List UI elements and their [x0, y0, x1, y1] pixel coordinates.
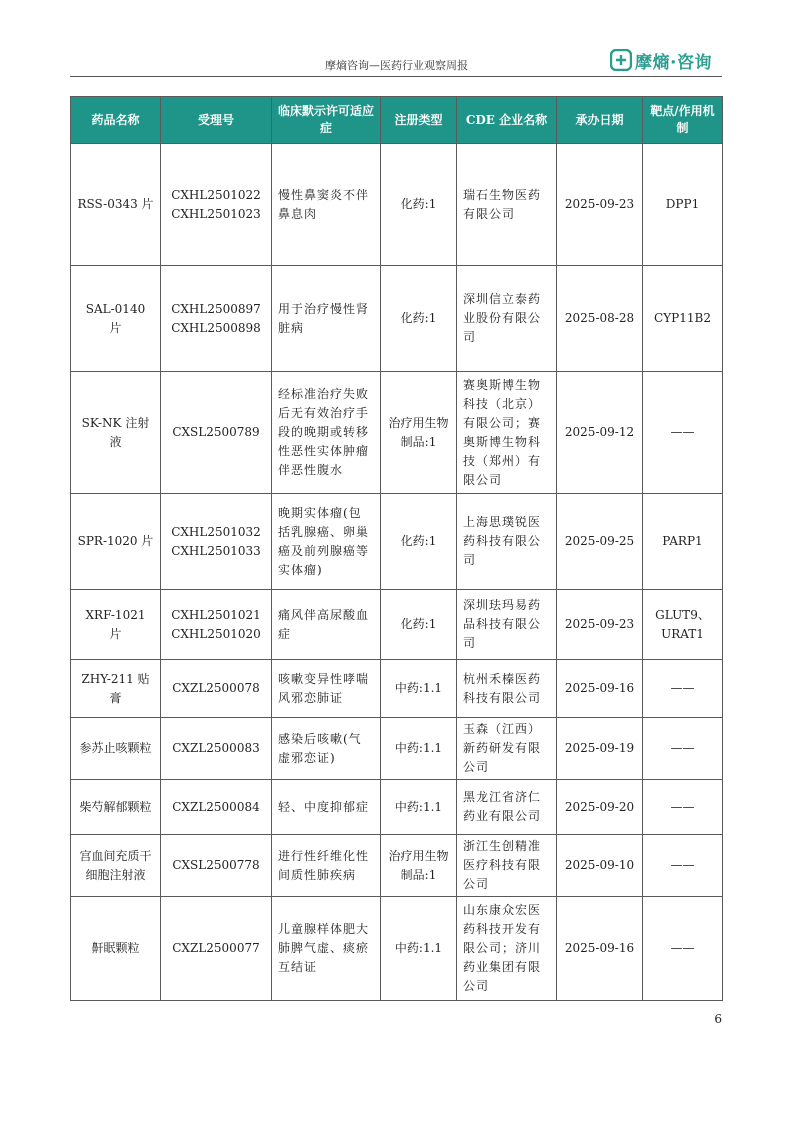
company-cell: 赛奥斯博生物科技（北京）有限公司；赛奥斯博生物科技（郑州）有限公司 [457, 372, 557, 494]
company-cell: 玉森（江西）新药研发有限公司 [457, 718, 557, 780]
table-row [71, 718, 723, 780]
date-cell: 2025-08-28 [557, 266, 643, 372]
table-row [71, 780, 723, 835]
acceptance-number-cell: CXHL2501022 CXHL2501023 [161, 144, 272, 266]
target-cell: CYP11B2 [643, 266, 723, 372]
table-row [71, 494, 723, 590]
date-cell: 2025-09-16 [557, 897, 643, 1001]
drug-name-cell: 参苏止咳颗粒 [71, 718, 161, 780]
company-cell: 瑞石生物医药有限公司 [457, 144, 557, 266]
registration-type-cell: 中药:1.1 [381, 660, 457, 718]
registration-type-cell: 治疗用生物制品:1 [381, 835, 457, 897]
company-cell: 山东康众宏医药科技开发有限公司；济川药业集团有限公司 [457, 897, 557, 1001]
company-cell: 黑龙江省济仁药业有限公司 [457, 780, 557, 835]
drug-name-cell: ZHY-211 贴膏 [71, 660, 161, 718]
registration-type-cell: 中药:1.1 [381, 897, 457, 1001]
date-cell: 2025-09-12 [557, 372, 643, 494]
indication-cell: 慢性鼻窦炎不伴鼻息肉 [272, 144, 381, 266]
target-cell: —— [643, 780, 723, 835]
table-row [71, 835, 723, 897]
column-header: 靶点/作用机制 [643, 97, 723, 144]
indication-cell: 咳嗽变异性哮喘风邪恋肺证 [272, 660, 381, 718]
column-header: 药品名称 [71, 97, 161, 144]
company-cell: 深圳信立泰药业股份有限公司 [457, 266, 557, 372]
acceptance-number-cell: CXZL2500077 [161, 897, 272, 1001]
date-cell: 2025-09-23 [557, 590, 643, 660]
target-cell: —— [643, 835, 723, 897]
registration-type-cell: 治疗用生物制品:1 [381, 372, 457, 494]
drug-name-cell: SK-NK 注射液 [71, 372, 161, 494]
company-cell: 深圳珐玛易药品科技有限公司 [457, 590, 557, 660]
column-header: CDE 企业名称 [457, 97, 557, 144]
registration-type-cell: 化药:1 [381, 266, 457, 372]
target-cell: GLUT9、 URAT1 [643, 590, 723, 660]
header-divider [70, 76, 722, 77]
indication-cell: 痛风伴高尿酸血症 [272, 590, 381, 660]
acceptance-number-cell: CXHL2501032 CXHL2501033 [161, 494, 272, 590]
date-cell: 2025-09-16 [557, 660, 643, 718]
company-cell: 上海思璞锐医药科技有限公司 [457, 494, 557, 590]
company-cell: 杭州禾榛医药科技有限公司 [457, 660, 557, 718]
drug-name-cell: 宫血间充质干细胞注射液 [71, 835, 161, 897]
indication-cell: 儿童腺样体肥大肺脾气虚、痰瘀互结证 [272, 897, 381, 1001]
indication-cell: 进行性纤维化性间质性肺疾病 [272, 835, 381, 897]
brand-logo [610, 46, 730, 74]
table-row [71, 266, 723, 372]
target-cell: DPP1 [643, 144, 723, 266]
table-row [71, 372, 723, 494]
target-cell: —— [643, 718, 723, 780]
column-header: 承办日期 [557, 97, 643, 144]
indication-cell: 经标准治疗失败后无有效治疗手段的晚期或转移性恶性实体肿瘤伴恶性腹水 [272, 372, 381, 494]
drug-name-cell: XRF-1021 片 [71, 590, 161, 660]
table-row [71, 897, 723, 1001]
registration-type-cell: 中药:1.1 [381, 780, 457, 835]
table-header-row [71, 97, 723, 144]
indication-cell: 晚期实体瘤(包括乳腺癌、卵巢癌及前列腺癌等实体瘤) [272, 494, 381, 590]
registration-type-cell: 化药:1 [381, 590, 457, 660]
table-row [71, 144, 723, 266]
indication-cell: 用于治疗慢性肾脏病 [272, 266, 381, 372]
drug-approval-table [70, 96, 723, 1001]
indication-cell: 轻、中度抑郁症 [272, 780, 381, 835]
acceptance-number-cell: CXZL2500083 [161, 718, 272, 780]
acceptance-number-cell: CXHL2501021 CXHL2501020 [161, 590, 272, 660]
drug-name-cell: RSS-0343 片 [71, 144, 161, 266]
date-cell: 2025-09-10 [557, 835, 643, 897]
column-header: 注册类型 [381, 97, 457, 144]
target-cell: —— [643, 897, 723, 1001]
date-cell: 2025-09-20 [557, 780, 643, 835]
date-cell: 2025-09-23 [557, 144, 643, 266]
table-row [71, 660, 723, 718]
indication-cell: 感染后咳嗽(气虚邪恋证) [272, 718, 381, 780]
drug-name-cell: SAL-0140 片 [71, 266, 161, 372]
column-header: 临床默示许可适应症 [272, 97, 381, 144]
registration-type-cell: 化药:1 [381, 144, 457, 266]
column-header: 受理号 [161, 97, 272, 144]
registration-type-cell: 化药:1 [381, 494, 457, 590]
logo-mark-icon [610, 49, 632, 71]
acceptance-number-cell: CXSL2500778 [161, 835, 272, 897]
registration-type-cell: 中药:1.1 [381, 718, 457, 780]
date-cell: 2025-09-25 [557, 494, 643, 590]
drug-name-cell: SPR-1020 片 [71, 494, 161, 590]
page-header-title: 摩熵咨询—医药行业观察周报 [325, 59, 468, 72]
acceptance-number-cell: CXSL2500789 [161, 372, 272, 494]
acceptance-number-cell: CXZL2500084 [161, 780, 272, 835]
page-number: 6 [714, 1012, 722, 1026]
date-cell: 2025-09-19 [557, 718, 643, 780]
table-row [71, 590, 723, 660]
drug-name-cell: 鼾眠颗粒 [71, 897, 161, 1001]
acceptance-number-cell: CXHL2500897 CXHL2500898 [161, 266, 272, 372]
target-cell: —— [643, 660, 723, 718]
company-cell: 浙江生创精准医疗科技有限公司 [457, 835, 557, 897]
target-cell: PARP1 [643, 494, 723, 590]
drug-name-cell: 柴芍解郁颗粒 [71, 780, 161, 835]
acceptance-number-cell: CXZL2500078 [161, 660, 272, 718]
target-cell: —— [643, 372, 723, 494]
logo-text: 摩熵·咨询 [635, 52, 712, 73]
